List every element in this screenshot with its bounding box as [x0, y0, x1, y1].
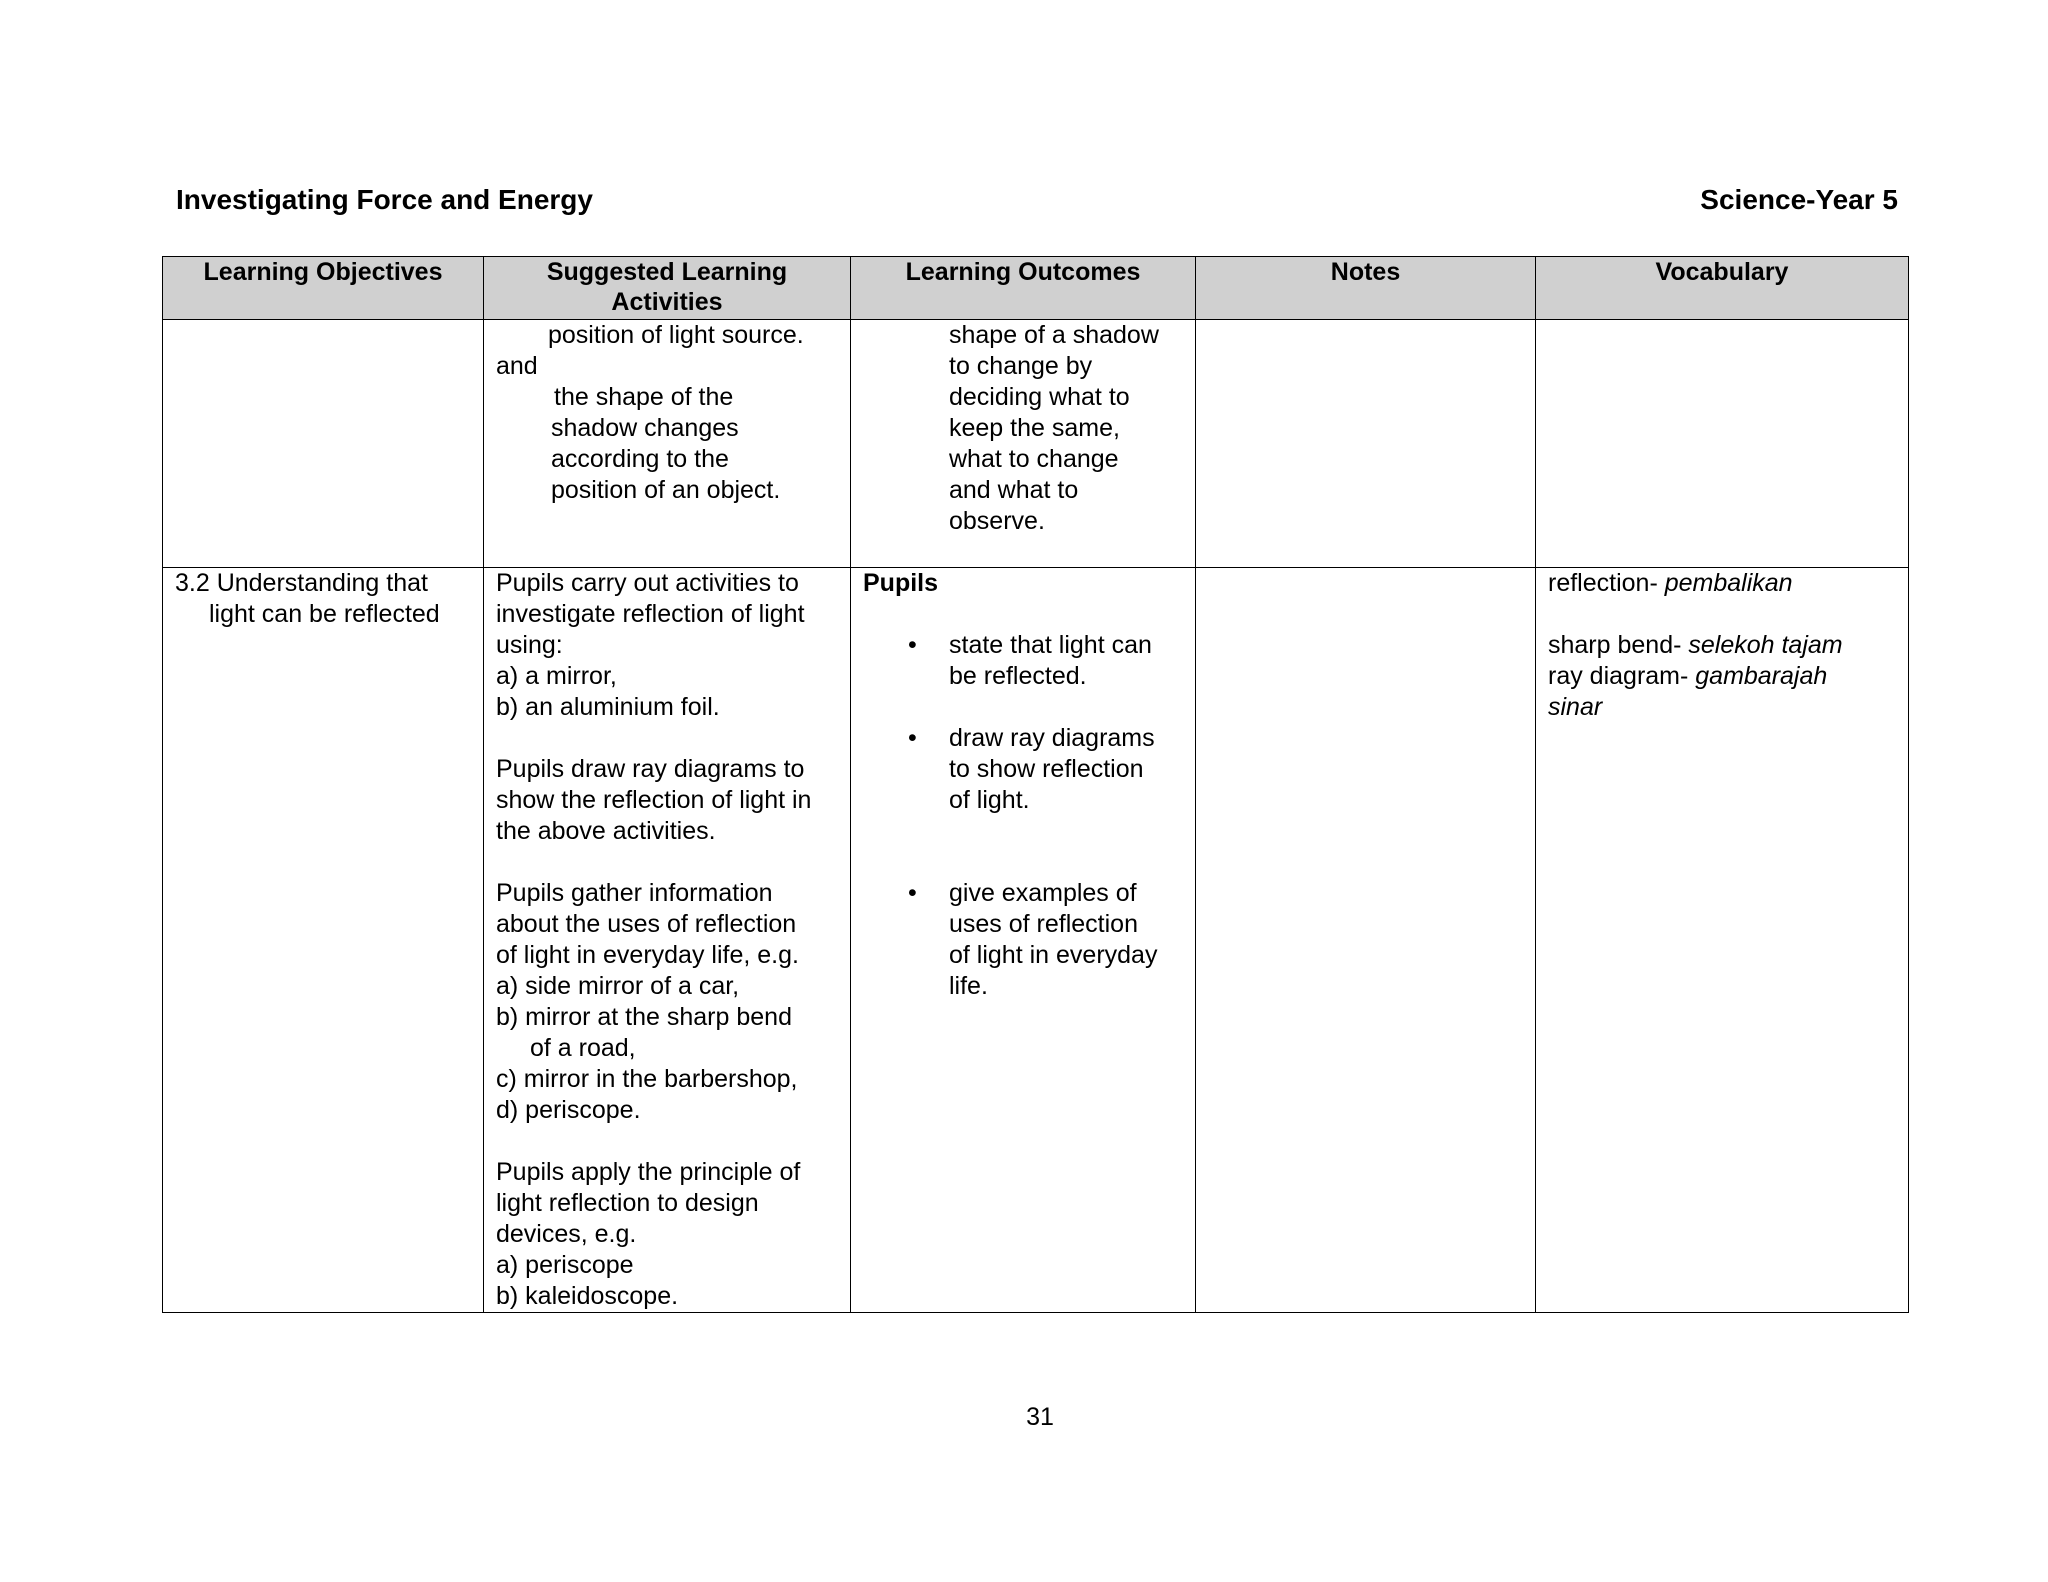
column-header-learning-objectives: Learning Objectives: [163, 257, 484, 320]
text-line: c) mirror in the barbershop,: [496, 1065, 798, 1093]
text-line: to change by: [949, 352, 1093, 380]
text-line: shadow changes: [551, 414, 739, 442]
cell-learning-objective: [163, 568, 484, 1313]
text-line: uses of reflection: [949, 910, 1138, 938]
column-header-suggested-learning-activities: Suggested Learning Activities: [484, 257, 851, 320]
text-line: light reflection to design: [496, 1189, 759, 1217]
text-line: to show reflection: [949, 755, 1144, 783]
cell-notes-continued: [1196, 320, 1536, 568]
table-header-row: [163, 257, 1909, 320]
text-line: a) side mirror of a car,: [496, 972, 740, 1000]
column-header-vocabulary: Vocabulary: [1536, 257, 1909, 320]
list-item: [863, 630, 1183, 692]
cell-activities-continued: [484, 320, 851, 568]
text-line: Pupils carry out activities to: [496, 569, 799, 597]
text-line: deciding what to: [949, 383, 1130, 411]
vocabulary-translation: gambarajah: [1695, 662, 1828, 690]
text-line: using:: [496, 631, 563, 659]
objective-line: light can be reflected: [209, 600, 440, 628]
list-item: [863, 878, 1183, 1002]
text-line: Pupils gather information: [496, 879, 773, 907]
text-line: Pupils draw ray diagrams to: [496, 755, 805, 783]
text-line: devices, e.g.: [496, 1220, 637, 1248]
document-title: Investigating Force and Energy: [176, 184, 593, 215]
bullet-icon: •: [908, 631, 917, 659]
text-line: and: [496, 352, 538, 380]
text-line: about the uses of reflection: [496, 910, 797, 938]
text-line: draw ray diagrams: [949, 724, 1155, 752]
text-line: state that light can: [949, 631, 1152, 659]
text-line: show the reflection of light in: [496, 786, 812, 814]
text-line: what to change: [949, 445, 1119, 473]
column-header-notes: Notes: [1196, 257, 1536, 320]
page-number: 31: [1026, 1403, 1054, 1431]
outcomes-heading: Pupils: [863, 569, 939, 597]
vocabulary-translation-continued: sinar: [1548, 693, 1603, 721]
vocabulary-term: sharp bend-: [1548, 631, 1689, 659]
text-line: b) mirror at the sharp bend: [496, 1003, 792, 1031]
text-line: a) periscope: [496, 1251, 634, 1279]
text-line: of a road,: [530, 1034, 636, 1062]
text-line: position of light source.: [548, 321, 804, 349]
text-line: of light in everyday: [949, 941, 1158, 969]
text-line: b) kaleidoscope.: [496, 1282, 679, 1310]
outcomes-list: [863, 630, 1183, 1002]
text-line: of light in everyday life, e.g.: [496, 941, 799, 969]
vocabulary-entry: [1548, 661, 1896, 692]
text-line: investigate reflection of light: [496, 600, 805, 628]
text-line: according to the: [551, 445, 729, 473]
text-line: position of an object.: [551, 476, 781, 504]
table-row-3-2: [163, 568, 1909, 1313]
text-line: keep the same,: [949, 414, 1120, 442]
vocabulary-term: ray diagram-: [1548, 662, 1696, 690]
text-line: b) an aluminium foil.: [496, 693, 720, 721]
bullet-icon: •: [908, 724, 917, 752]
column-header-learning-outcomes: Learning Outcomes: [851, 257, 1196, 320]
text-line: of light.: [949, 786, 1030, 814]
vocabulary-term: reflection-: [1548, 569, 1665, 597]
text-line: be reflected.: [949, 662, 1087, 690]
text-line: a) a mirror,: [496, 662, 617, 690]
objective-line: 3.2 Understanding that: [175, 569, 428, 597]
syllabus-table: [162, 256, 1909, 1313]
text-line: life.: [949, 972, 988, 1000]
text-line: shape of a shadow: [949, 321, 1159, 349]
text-line: the shape of the: [554, 383, 734, 411]
table-row-continued: [163, 320, 1909, 568]
vocabulary-entry: [1548, 630, 1896, 661]
cell-suggested-activities: [484, 568, 851, 1313]
text-line: the above activities.: [496, 817, 716, 845]
cell-notes: [1196, 568, 1536, 1313]
cell-vocabulary-continued: [1536, 320, 1909, 568]
cell-objective-continued: [163, 320, 484, 568]
text-line: observe.: [949, 507, 1045, 535]
text-line: and what to: [949, 476, 1079, 504]
cell-learning-outcomes: [851, 568, 1196, 1313]
text-line: Pupils apply the principle of: [496, 1158, 801, 1186]
vocabulary-entry: [1548, 568, 1896, 599]
text-line: d) periscope.: [496, 1096, 641, 1124]
text-line: give examples of: [949, 879, 1137, 907]
list-item: [863, 723, 1183, 816]
cell-outcomes-continued: [851, 320, 1196, 568]
bullet-icon: •: [908, 879, 917, 907]
vocabulary-translation: pembalikan: [1664, 569, 1793, 597]
vocabulary-translation: selekoh tajam: [1688, 631, 1843, 659]
document-subject: Science-Year 5: [1700, 184, 1898, 215]
cell-vocabulary: [1536, 568, 1909, 1313]
